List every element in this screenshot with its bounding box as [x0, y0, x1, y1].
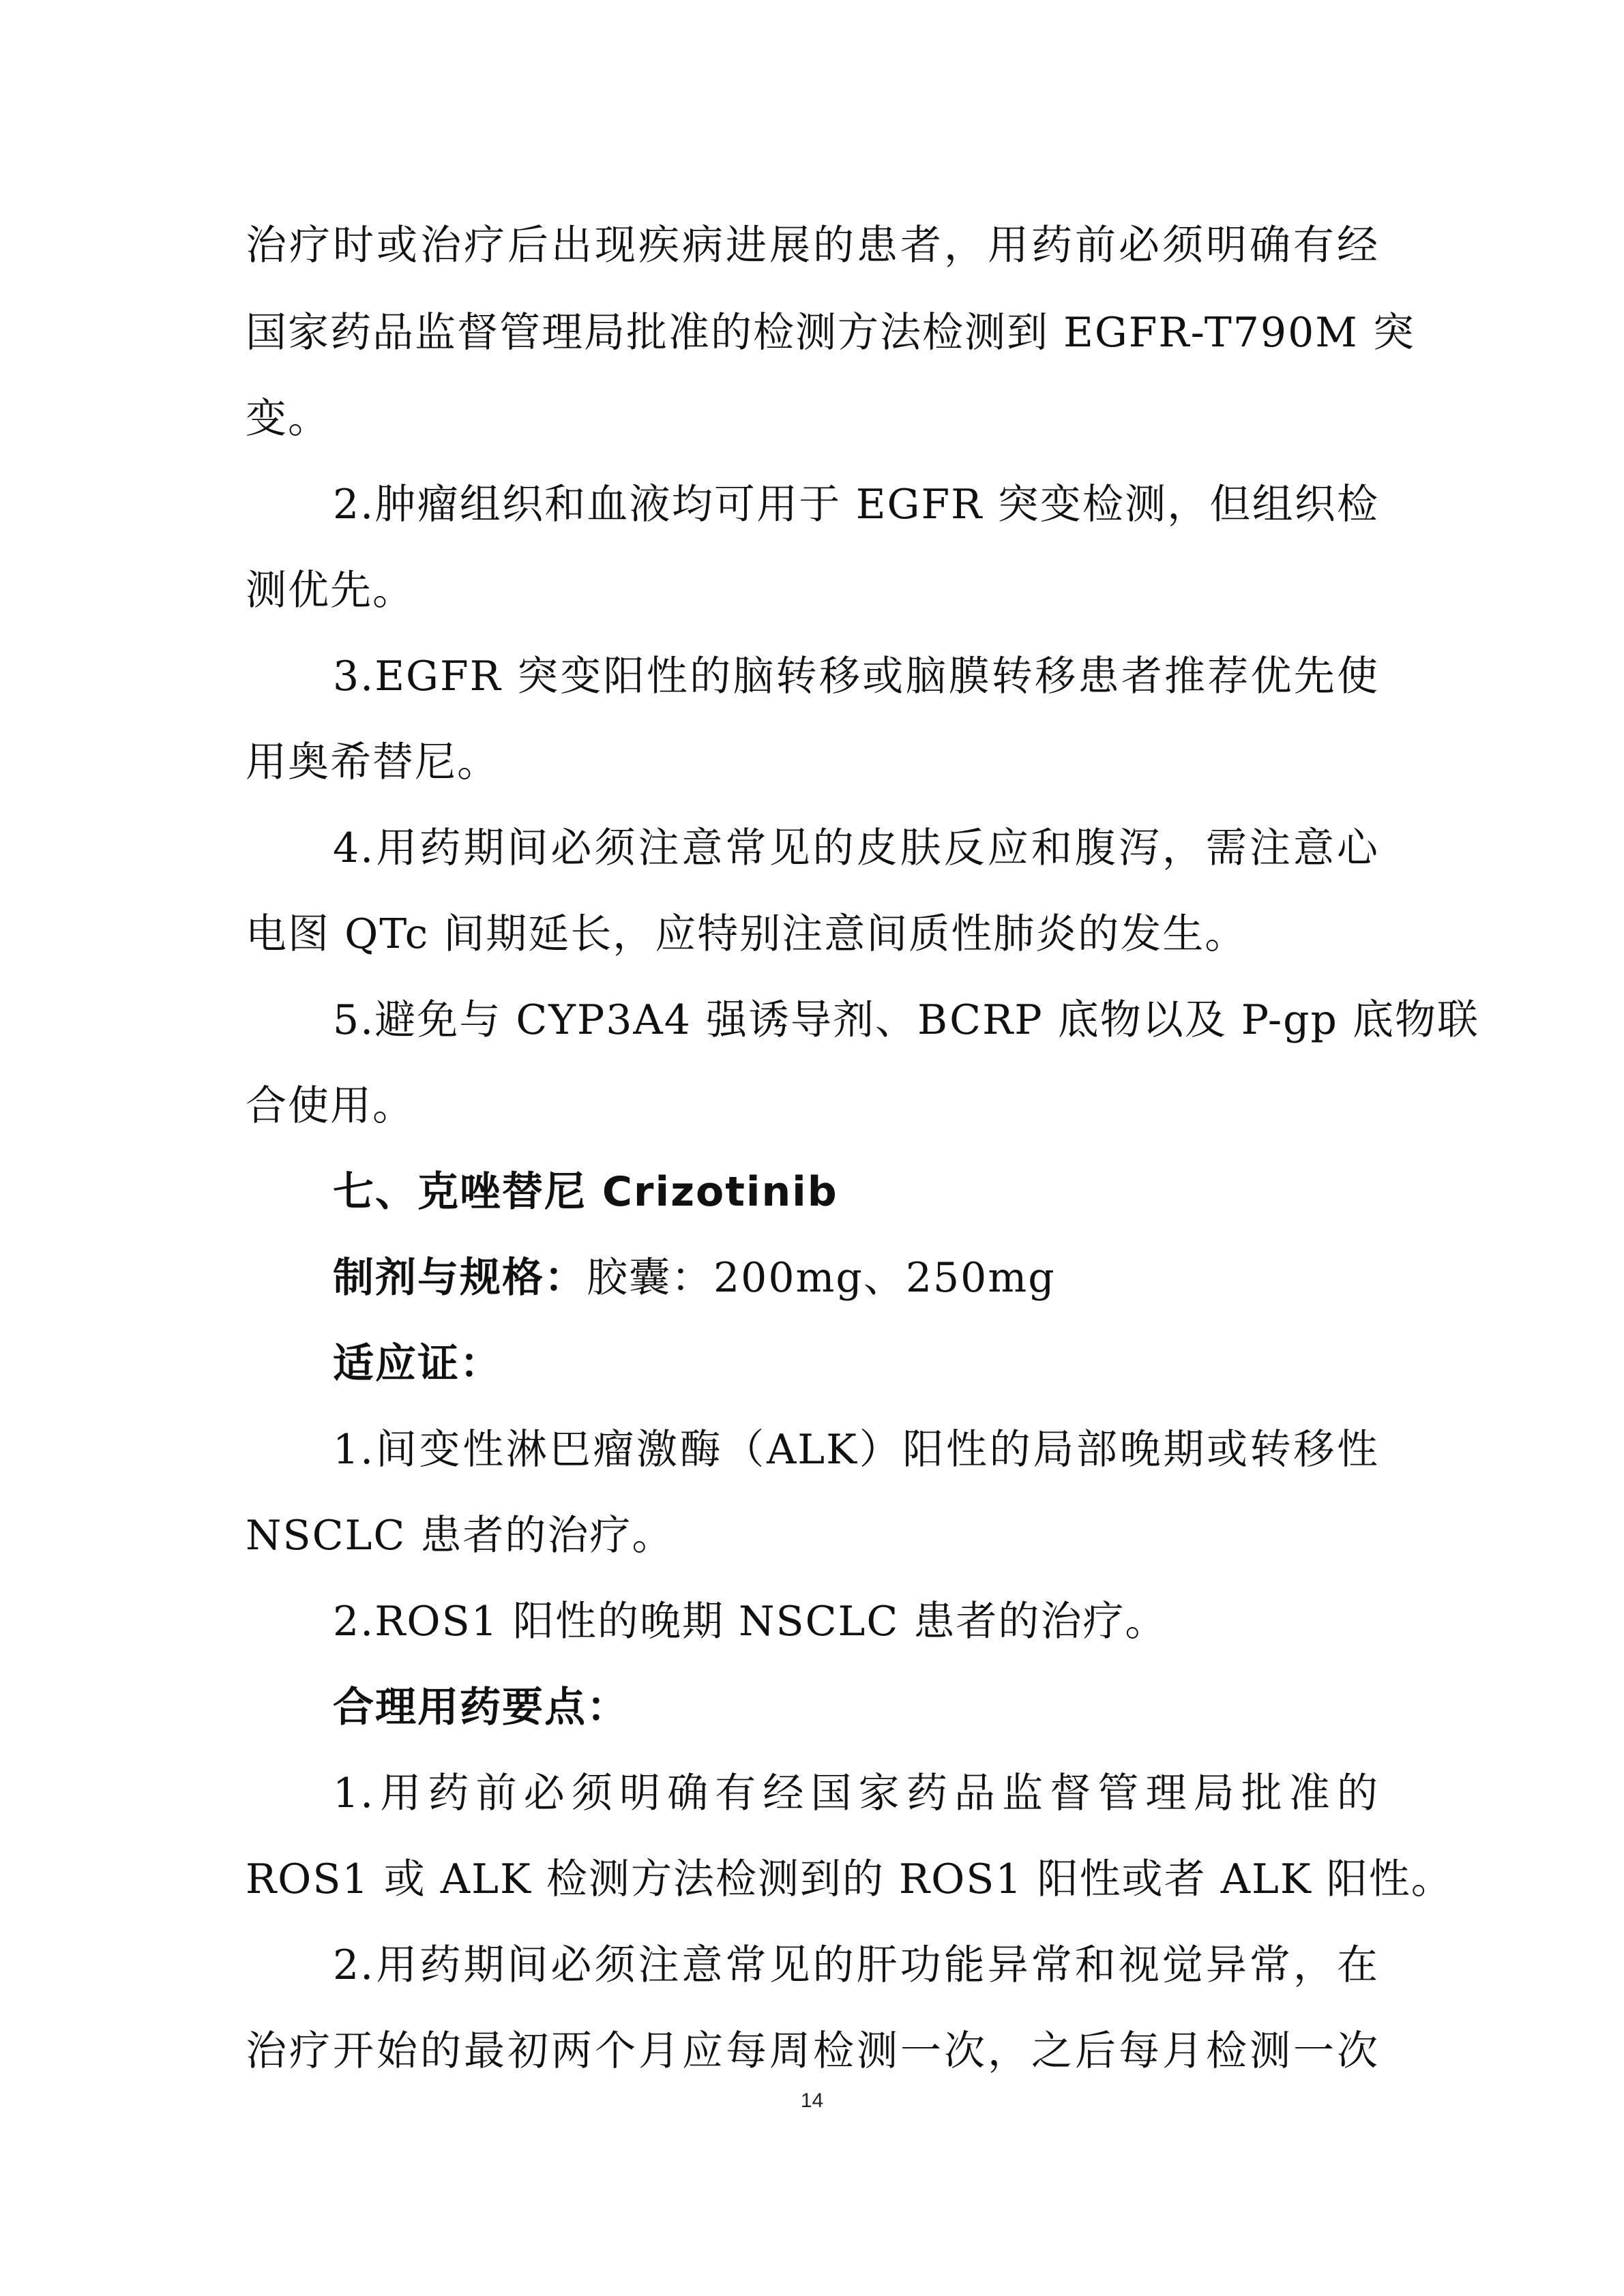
spec-value: 胶囊：200mg、250mg: [587, 1254, 1056, 1302]
text-line: 4.用药期间必须注意常见的皮肤反应和腹泻，需注意心: [333, 824, 1379, 872]
spec-label: 制剂与规格：: [333, 1254, 587, 1302]
page-number: 14: [800, 2089, 824, 2112]
text-line: 用奥希替尼。: [246, 739, 499, 786]
text-line: 治疗开始的最初两个月应每周检测一次，之后每月检测一次: [246, 2027, 1379, 2075]
text-line: 1.用药前必须明确有经国家药品监督管理局批准的: [333, 1770, 1379, 1817]
text-line: 3.EGFR 突变阳性的脑转移或脑膜转移患者推荐优先使: [333, 653, 1379, 700]
section-heading: 七、克唑替尼 Crizotinib: [333, 1168, 838, 1216]
text-line: 2.用药期间必须注意常见的肝功能异常和视觉异常，在: [333, 1941, 1379, 1989]
text-line: NSCLC 患者的治疗。: [246, 1512, 675, 1560]
text-line: 5.避免与 CYP3A4 强诱导剂、BCRP 底物以及 P-gp 底物联: [333, 996, 1480, 1044]
text-line: 测优先。: [246, 567, 415, 614]
text-line: ROS1 或 ALK 检测方法检测到的 ROS1 阳性或者 ALK 阳性。: [246, 1855, 1453, 1903]
text-line: 1.间变性淋巴瘤激酶（ALK）阳性的局部晚期或转移性: [333, 1426, 1379, 1474]
text-line: 2.肿瘤组织和血液均可用于 EGFR 突变检测，但组织检: [333, 481, 1379, 528]
usage-heading: 合理用药要点：: [333, 1684, 629, 1731]
text-line: 国家药品监督管理局批准的检测方法检测到 EGFR-T790M 突: [246, 309, 1415, 357]
text-line: 2.ROS1 阳性的晚期 NSCLC 患者的治疗。: [333, 1598, 1168, 1645]
text-line: 治疗时或治疗后出现疾病进展的患者，用药前必须明确有经: [246, 222, 1379, 269]
text-line: 合使用。: [246, 1082, 415, 1130]
spec-line: [333, 1249, 1379, 1307]
text-line: 电图 QTc 间期延长，应特别注意间质性肺炎的发生。: [246, 910, 1247, 958]
text-line: 变。: [246, 395, 330, 443]
indication-heading: 适应证：: [333, 1340, 502, 1388]
